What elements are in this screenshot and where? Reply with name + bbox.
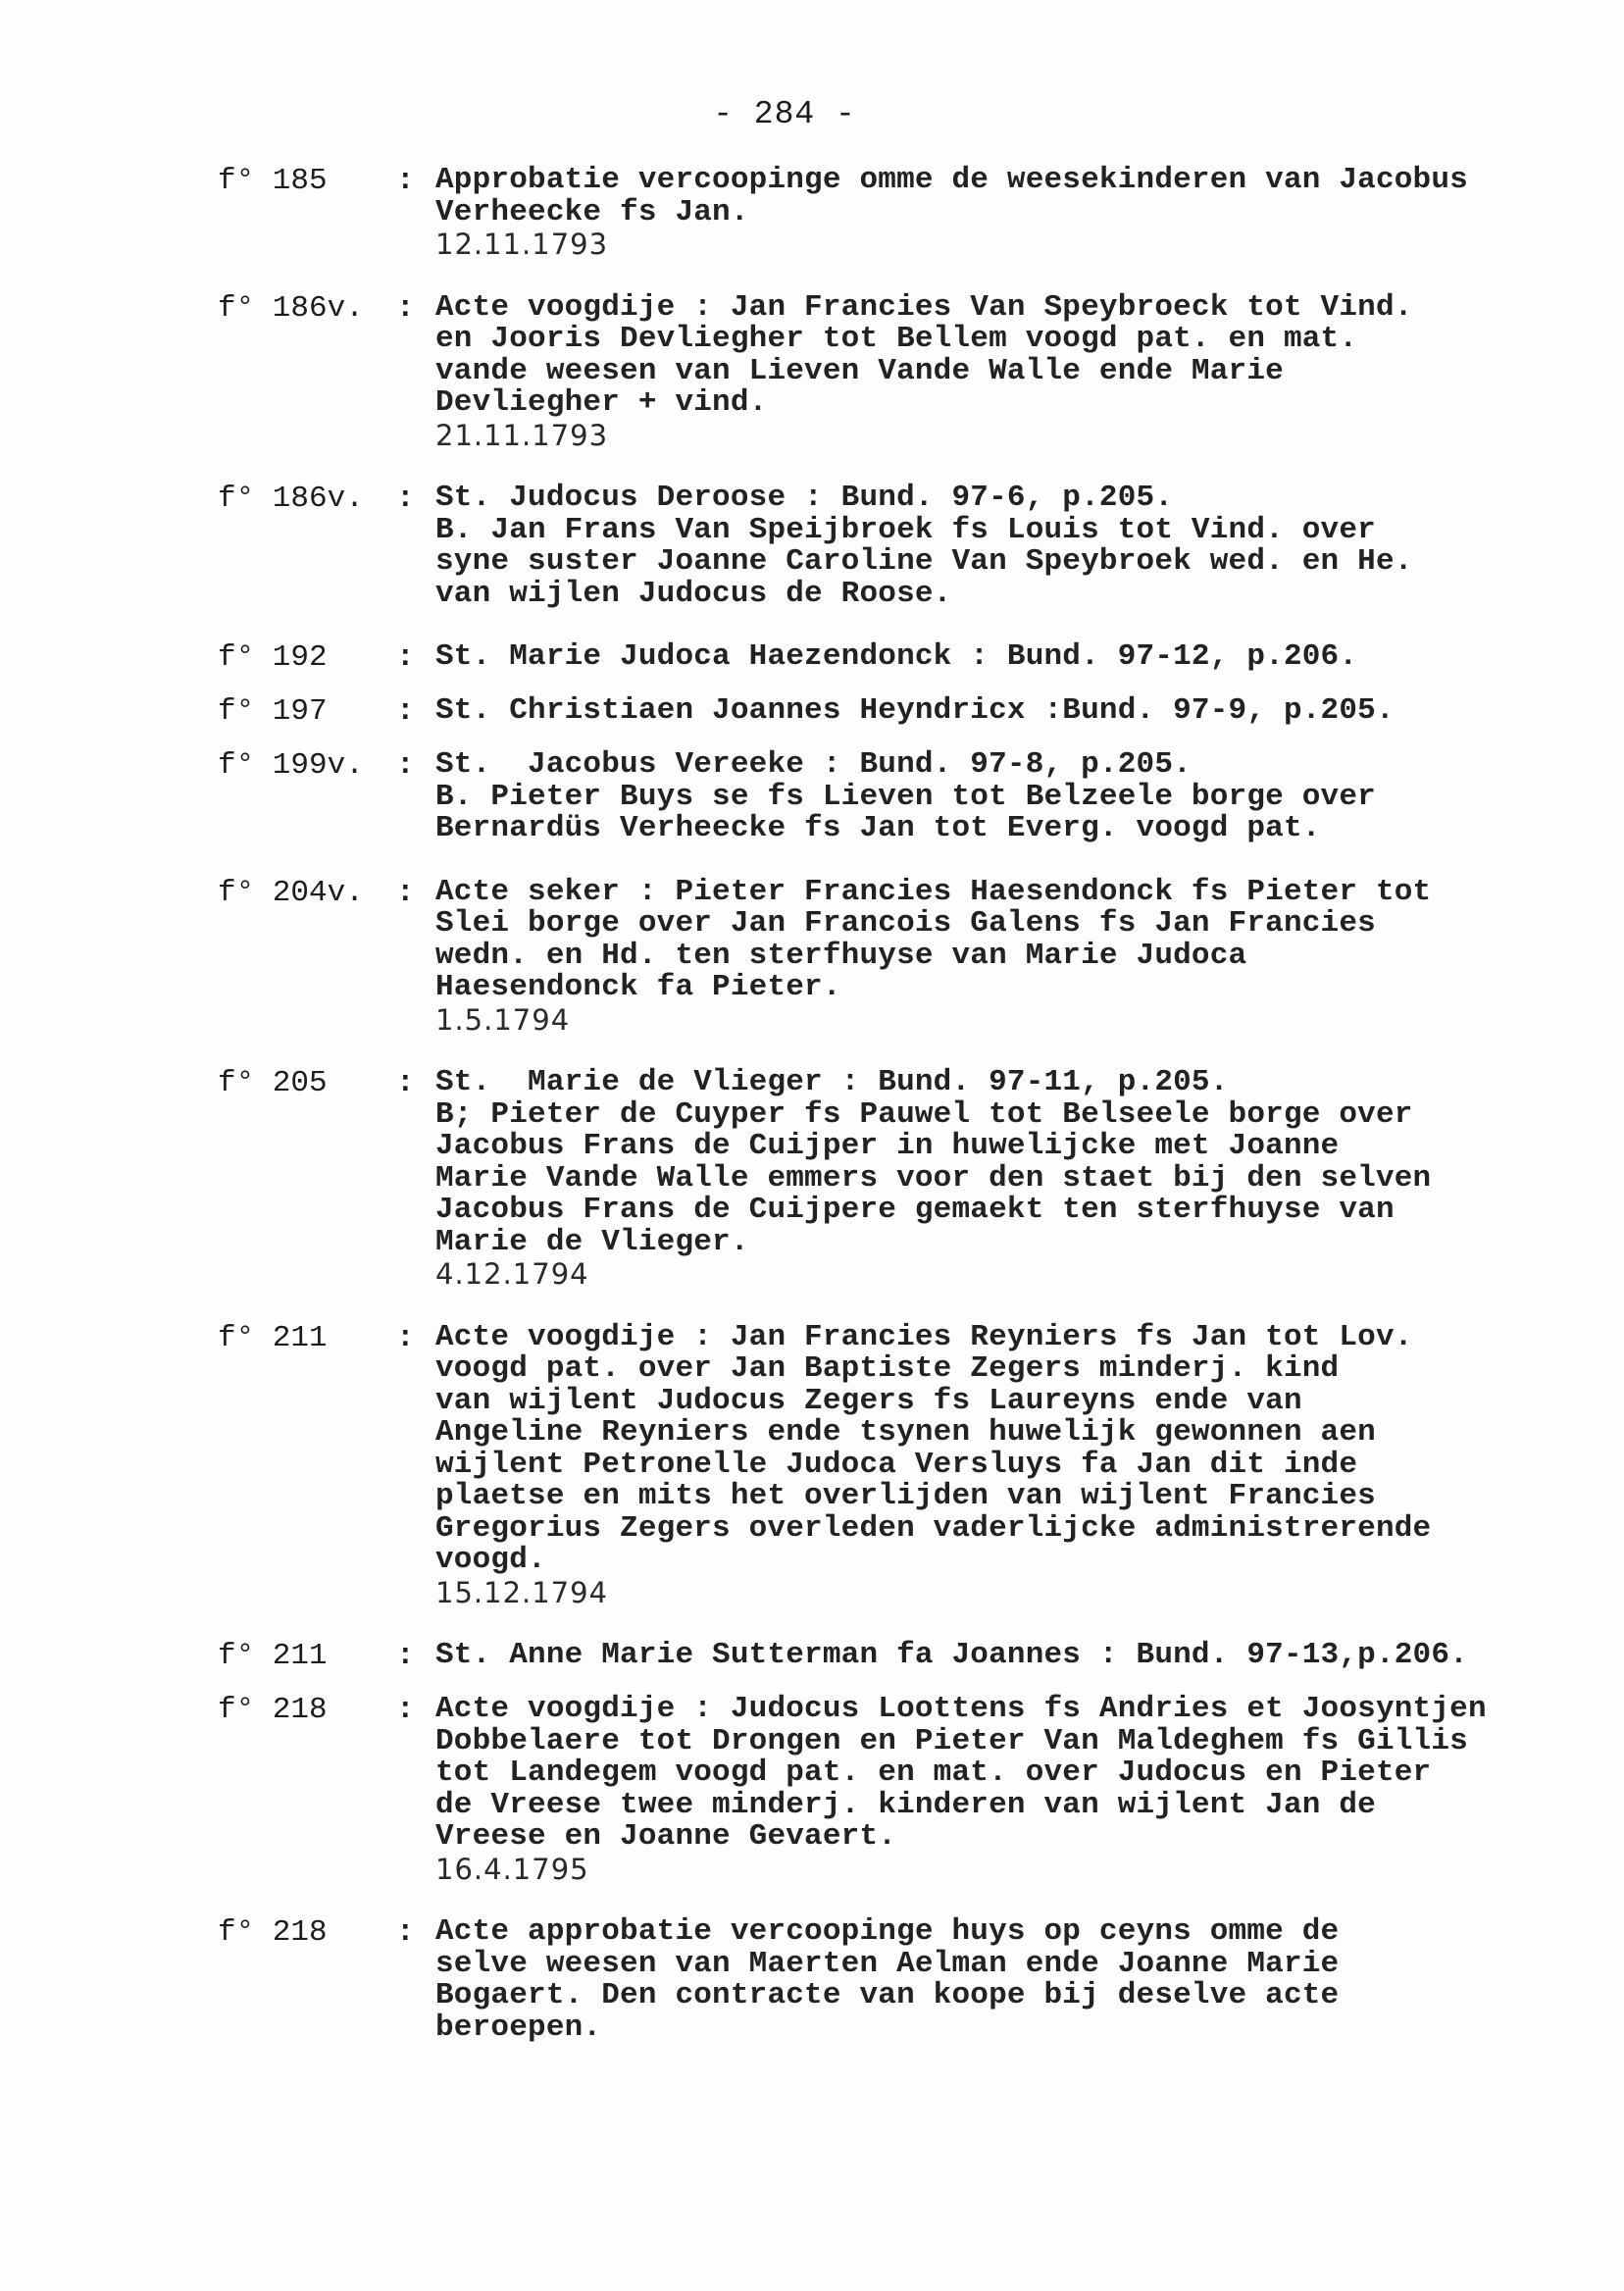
entry xyxy=(0,1640,1624,1672)
entry-line: St. Christiaen Joannes Heyndricx :Bund. 97-9, p.205. xyxy=(435,693,1395,728)
entry-line: Angeline Reyniers ende tsynen huwelijk gewonnen aen xyxy=(435,1415,1376,1450)
separator: : xyxy=(396,694,415,729)
entry-line: Vreese en Joanne Gevaert. xyxy=(435,1819,897,1854)
entry-text xyxy=(435,749,1544,845)
entry-line: Bogaert. Den contracte van koope bij deselve acte xyxy=(435,1978,1340,2012)
entry-line: Gregorius Zegers overleden vaderlijcke administrerende xyxy=(435,1510,1432,1546)
entry-text xyxy=(435,289,1544,452)
entry-date: 4.12.1794 xyxy=(435,1257,589,1291)
entry-date: 12.11.1793 xyxy=(435,228,609,261)
separator: : xyxy=(396,875,415,910)
entry-line: St. Anne Marie Sutterman fa Joannes : Bund. 97-13,p.206. xyxy=(435,1638,1468,1672)
entry-text xyxy=(435,1319,1544,1609)
folio-reference: f° 186v. xyxy=(218,482,364,516)
entry-line: voogd. xyxy=(435,1543,546,1577)
entry-line: Slei borge over Jan Francois Galens fs Jan Francies xyxy=(435,906,1376,941)
entry xyxy=(0,1067,1624,1291)
folio-reference: f° 218 xyxy=(218,1693,328,1727)
entry-text xyxy=(435,165,1544,261)
folio-reference: f° 185 xyxy=(218,164,328,198)
entry-line: Jacobus Frans de Cuijpere gemaekt ten sterfhuyse van xyxy=(435,1193,1395,1227)
entry-line: St. Judocus Deroose : Bund. 97-6, p.205. xyxy=(435,481,1174,515)
entry xyxy=(0,641,1624,674)
entry-line: Acte voogdije : Jan Francies Van Speybroeck tot Vind. xyxy=(435,289,1413,325)
entry-line: syne suster Joanne Caroline Van Speybroek wed. en He. xyxy=(435,544,1413,579)
folio-reference: f° 205 xyxy=(218,1066,328,1100)
entry-text xyxy=(435,1067,1544,1291)
entry-date: 15.12.1794 xyxy=(435,1575,609,1609)
entry-text xyxy=(435,1694,1544,1885)
entry-text xyxy=(435,1640,1544,1672)
entry-list xyxy=(0,165,1624,2075)
entry-line: beroepen. xyxy=(435,2010,602,2045)
entry-line: Verheecke fs Jan. xyxy=(435,194,749,229)
entry-line: en Jooris Devliegher tot Bellem voogd pat. en mat. xyxy=(435,322,1358,356)
entry-line: Dobbelaere tot Drongen en Pieter Van Maldeghem fs Gillis xyxy=(435,1723,1468,1758)
separator: : xyxy=(396,1915,415,1950)
folio-reference: f° 199v. xyxy=(218,748,364,783)
separator: : xyxy=(396,290,415,326)
entry xyxy=(0,483,1624,610)
entry xyxy=(0,874,1624,1037)
entry xyxy=(0,1916,1624,2044)
entry-line: Acte voogdije : Jan Francies Reyniers fs Jan tot Lov. xyxy=(435,1319,1413,1354)
entry xyxy=(0,165,1624,261)
entry-line: vande weesen van Lieven Vande Walle ende Marie xyxy=(435,353,1284,388)
entry-line: St. Marie Judoca Haezendonck : Bund. 97-12, p.206. xyxy=(435,639,1358,674)
entry-line: tot Landegem voogd pat. en mat. over Judocus en Pieter xyxy=(435,1756,1432,1790)
separator: : xyxy=(396,482,415,516)
separator: : xyxy=(396,640,415,675)
entry-line: Bernardüs Verheecke fs Jan tot Everg. voogd pat. xyxy=(435,811,1321,845)
entry-date: 21.11.1793 xyxy=(435,418,609,452)
entry-date: 1.5.1794 xyxy=(435,1002,571,1037)
entry xyxy=(0,749,1624,845)
separator: : xyxy=(396,164,415,198)
entry-line: Acte seker : Pieter Francies Haesendonck fs Pieter tot xyxy=(435,874,1432,909)
entry-line: Approbatie vercoopinge omme de weesekinderen van Jacobus xyxy=(435,163,1468,197)
entry-line: wedn. en Hd. ten sterfhuyse van Marie Judoca xyxy=(435,938,1247,973)
entry-line: B. Pieter Buys se fs Lieven tot Belzeele borge over xyxy=(435,779,1376,814)
entry-text xyxy=(435,1916,1544,2044)
entry xyxy=(0,289,1624,452)
entry-line: Devliegher + vind. xyxy=(435,385,768,420)
entry xyxy=(0,695,1624,728)
separator: : xyxy=(396,1320,415,1355)
folio-reference: f° 204v. xyxy=(218,875,364,910)
entry-line: plaetse en mits het overlijden van wijlent Francies xyxy=(435,1479,1376,1513)
entry-line: Acte approbatie vercoopinge huys op ceyns omme de xyxy=(435,1914,1340,1949)
separator: : xyxy=(396,1066,415,1100)
entry-text xyxy=(435,641,1544,674)
entry xyxy=(0,1319,1624,1609)
entry-line: voogd pat. over Jan Baptiste Zegers minderj. kind xyxy=(435,1351,1340,1386)
entry-line: Marie de Vlieger. xyxy=(435,1224,749,1259)
entry-line: Haesendonck fa Pieter. xyxy=(435,970,841,1004)
entry-line: van wijlent Judocus Zegers fs Laureyns ende van xyxy=(435,1383,1302,1418)
entry-line: wijlent Petronelle Judoca Versluys fa Jan dit inde xyxy=(435,1447,1358,1482)
folio-reference: f° 211 xyxy=(218,1639,328,1673)
entry xyxy=(0,1694,1624,1885)
entry-text xyxy=(435,695,1544,728)
separator: : xyxy=(396,748,415,783)
entry-line: St. Jacobus Vereeke : Bund. 97-8, p.205. xyxy=(435,747,1192,782)
entry-date: 16.4.1795 xyxy=(435,1852,589,1886)
folio-reference: f° 218 xyxy=(218,1915,328,1950)
folio-reference: f° 197 xyxy=(218,694,328,729)
entry-line: St. Marie de Vlieger : Bund. 97-11, p.205. xyxy=(435,1065,1229,1099)
entry-line: selve weesen van Maerten Aelman ende Joanne Marie xyxy=(435,1946,1340,1981)
separator: : xyxy=(396,1639,415,1673)
entry-line: de Vreese twee minderj. kinderen van wijlent Jan de xyxy=(435,1787,1376,1822)
folio-reference: f° 186v. xyxy=(218,290,364,326)
entry-line: B; Pieter de Cuyper fs Pauwel tot Belseele borge over xyxy=(435,1096,1413,1132)
entry-line: Jacobus Frans de Cuijper in huwelijcke met Joanne xyxy=(435,1129,1340,1163)
folio-reference: f° 192 xyxy=(218,640,328,675)
entry-line: van wijlen Judocus de Roose. xyxy=(435,576,952,611)
separator: : xyxy=(396,1693,415,1727)
page-number: - 284 - xyxy=(713,96,856,132)
folio-reference: f° 211 xyxy=(218,1320,328,1355)
entry-text xyxy=(435,874,1544,1037)
entry-line: B. Jan Frans Van Speijbroek fs Louis tot Vind. over xyxy=(435,512,1376,547)
entry-text xyxy=(435,483,1544,610)
entry-line: Marie Vande Walle emmers voor den staet bij den selven xyxy=(435,1160,1432,1196)
entry-line: Acte voogdije : Judocus Loottens fs Andries et Joosyntjen xyxy=(435,1692,1487,1726)
